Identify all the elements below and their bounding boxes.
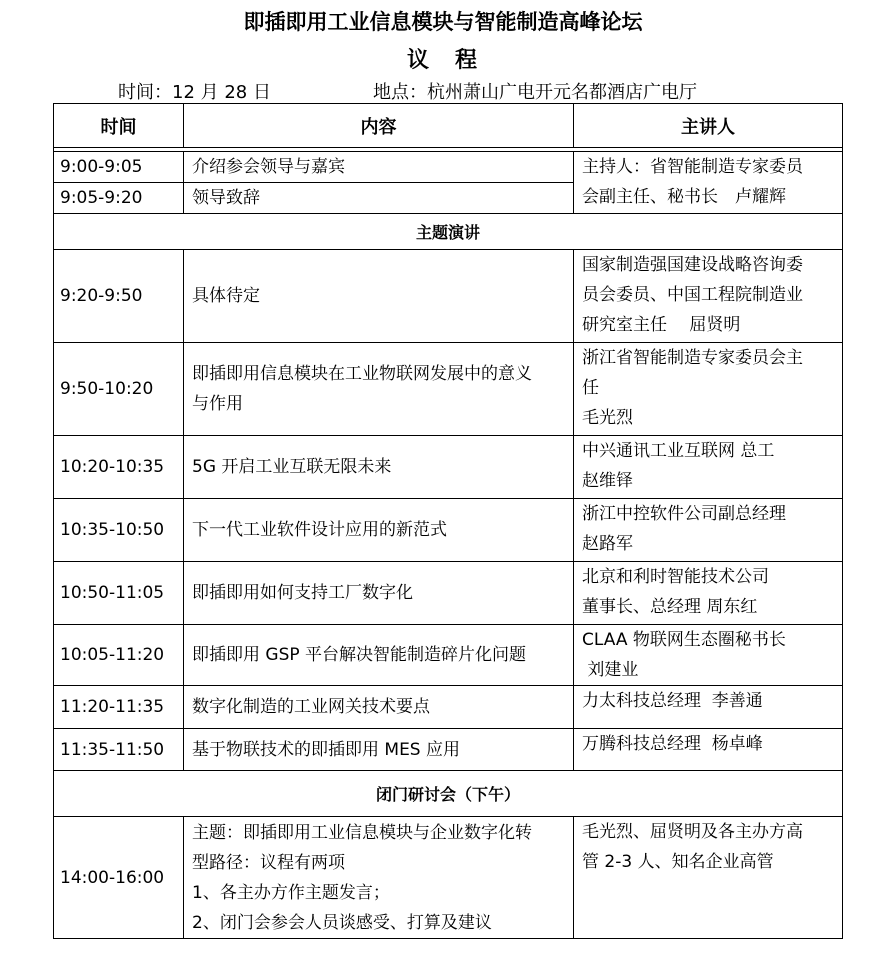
row-speaker (574, 436, 843, 499)
row-time: 10:05-11:20 (54, 625, 184, 686)
section-row (54, 771, 843, 817)
row-speaker (574, 625, 843, 686)
speaker-line: 国家制造强国建设战略咨询委 (582, 255, 803, 275)
table-row (54, 152, 843, 183)
row-speaker: 万腾科技总经理 杨卓峰 (574, 729, 843, 771)
row-speaker: 力太科技总经理 李善通 (574, 686, 843, 729)
content-line: 主题：即插即用工业信息模块与企业数字化转 (192, 822, 532, 843)
section-keynote: 主题演讲 (54, 214, 843, 250)
agenda-table (53, 103, 843, 939)
row-time: 9:50-10:20 (54, 343, 184, 436)
content-line: 1、各主办方作主题发言； (192, 882, 390, 903)
table-row (54, 562, 843, 625)
speaker-line: 董事长、总经理 周东红 (582, 597, 758, 617)
row-speaker (574, 343, 843, 436)
host-line: 主持人：省智能制造专家委员 (582, 157, 803, 177)
speaker-line: 浙江中控软件公司副总经理 (582, 504, 786, 524)
speaker-line: 研究室主任 屈贤明 (582, 315, 741, 335)
row-time: 9:05-9:20 (54, 183, 184, 214)
meeting-time: 时间：12 月 28 日 (118, 82, 271, 103)
speaker-line: 中兴通讯工业互联网 总工 (582, 441, 775, 461)
row-content (184, 817, 574, 939)
speaker-line: 员会委员、中国工程院制造业 (582, 285, 803, 305)
forum-title: 即插即用工业信息模块与智能制造高峰论坛 (243, 10, 643, 34)
row-speaker (574, 250, 843, 343)
agenda-subtitle: 议 程 (406, 48, 479, 73)
row-time: 9:00-9:05 (54, 152, 184, 183)
speaker-line: 赵维铎 (582, 471, 633, 491)
table-row (54, 436, 843, 499)
section-row (54, 214, 843, 250)
row-content: 下一代工业软件设计应用的新范式 (184, 499, 574, 562)
content-line: 与作用 (192, 394, 243, 414)
row-content: 即插即用如何支持工厂数字化 (184, 562, 574, 625)
row-time: 9:20-9:50 (54, 250, 184, 343)
table-row (54, 729, 843, 771)
row-content: 5G 开启工业互联无限未来 (184, 436, 574, 499)
row-speaker (574, 499, 843, 562)
speaker-line: 毛光烈 (582, 408, 633, 428)
content-line: 型路径：议程有两项 (192, 852, 345, 873)
row-speaker (574, 562, 843, 625)
speaker-line: 管 2-3 人、知名企业高管 (582, 852, 774, 872)
header-content: 内容 (184, 104, 574, 148)
row-content: 介绍参会领导与嘉宾 (184, 152, 574, 183)
row-speaker (574, 817, 843, 939)
content-line: 2、闭门会参会人员谈感受、打算及建议 (192, 912, 492, 933)
section-closed-seminar: 闭门研讨会（下午） (54, 771, 843, 817)
table-row (54, 250, 843, 343)
table-row (54, 817, 843, 939)
speaker-line: CLAA 物联网生态圈秘书长 (582, 630, 786, 650)
row-time: 11:35-11:50 (54, 729, 184, 771)
speaker-line: 北京和利时智能技术公司 (582, 567, 769, 587)
table-header-row (54, 104, 843, 148)
header-speaker: 主讲人 (574, 104, 843, 148)
header-time: 时间 (54, 104, 184, 148)
row-content (184, 343, 574, 436)
row-time: 14:00-16:00 (54, 817, 184, 939)
row-content: 数字化制造的工业网关技术要点 (184, 686, 574, 729)
host-line: 会副主任、秘书长 卢耀辉 (582, 187, 786, 207)
table-row (54, 686, 843, 729)
row-content: 即插即用 GSP 平台解决智能制造碎片化问题 (184, 625, 574, 686)
table-row (54, 625, 843, 686)
table-row (54, 499, 843, 562)
row-content: 领导致辞 (184, 183, 574, 214)
speaker-line: 刘建业 (582, 660, 639, 680)
meeting-place: 地点：杭州萧山广电开元名都酒店广电厅 (373, 82, 697, 103)
row-time: 11:20-11:35 (54, 686, 184, 729)
row-content: 基于物联技术的即插即用 MES 应用 (184, 729, 574, 771)
content-line: 即插即用信息模块在工业物联网发展中的意义 (192, 364, 532, 384)
speaker-line: 任 (582, 378, 599, 398)
speaker-line: 浙江省智能制造专家委员会主 (582, 348, 803, 368)
speaker-line: 赵路军 (582, 534, 633, 554)
speaker-line: 毛光烈、屈贤明及各主办方高 (582, 822, 803, 842)
row-time: 10:35-10:50 (54, 499, 184, 562)
host-cell (574, 152, 843, 214)
row-content: 具体待定 (184, 250, 574, 343)
row-time: 10:50-11:05 (54, 562, 184, 625)
row-time: 10:20-10:35 (54, 436, 184, 499)
table-row (54, 343, 843, 436)
